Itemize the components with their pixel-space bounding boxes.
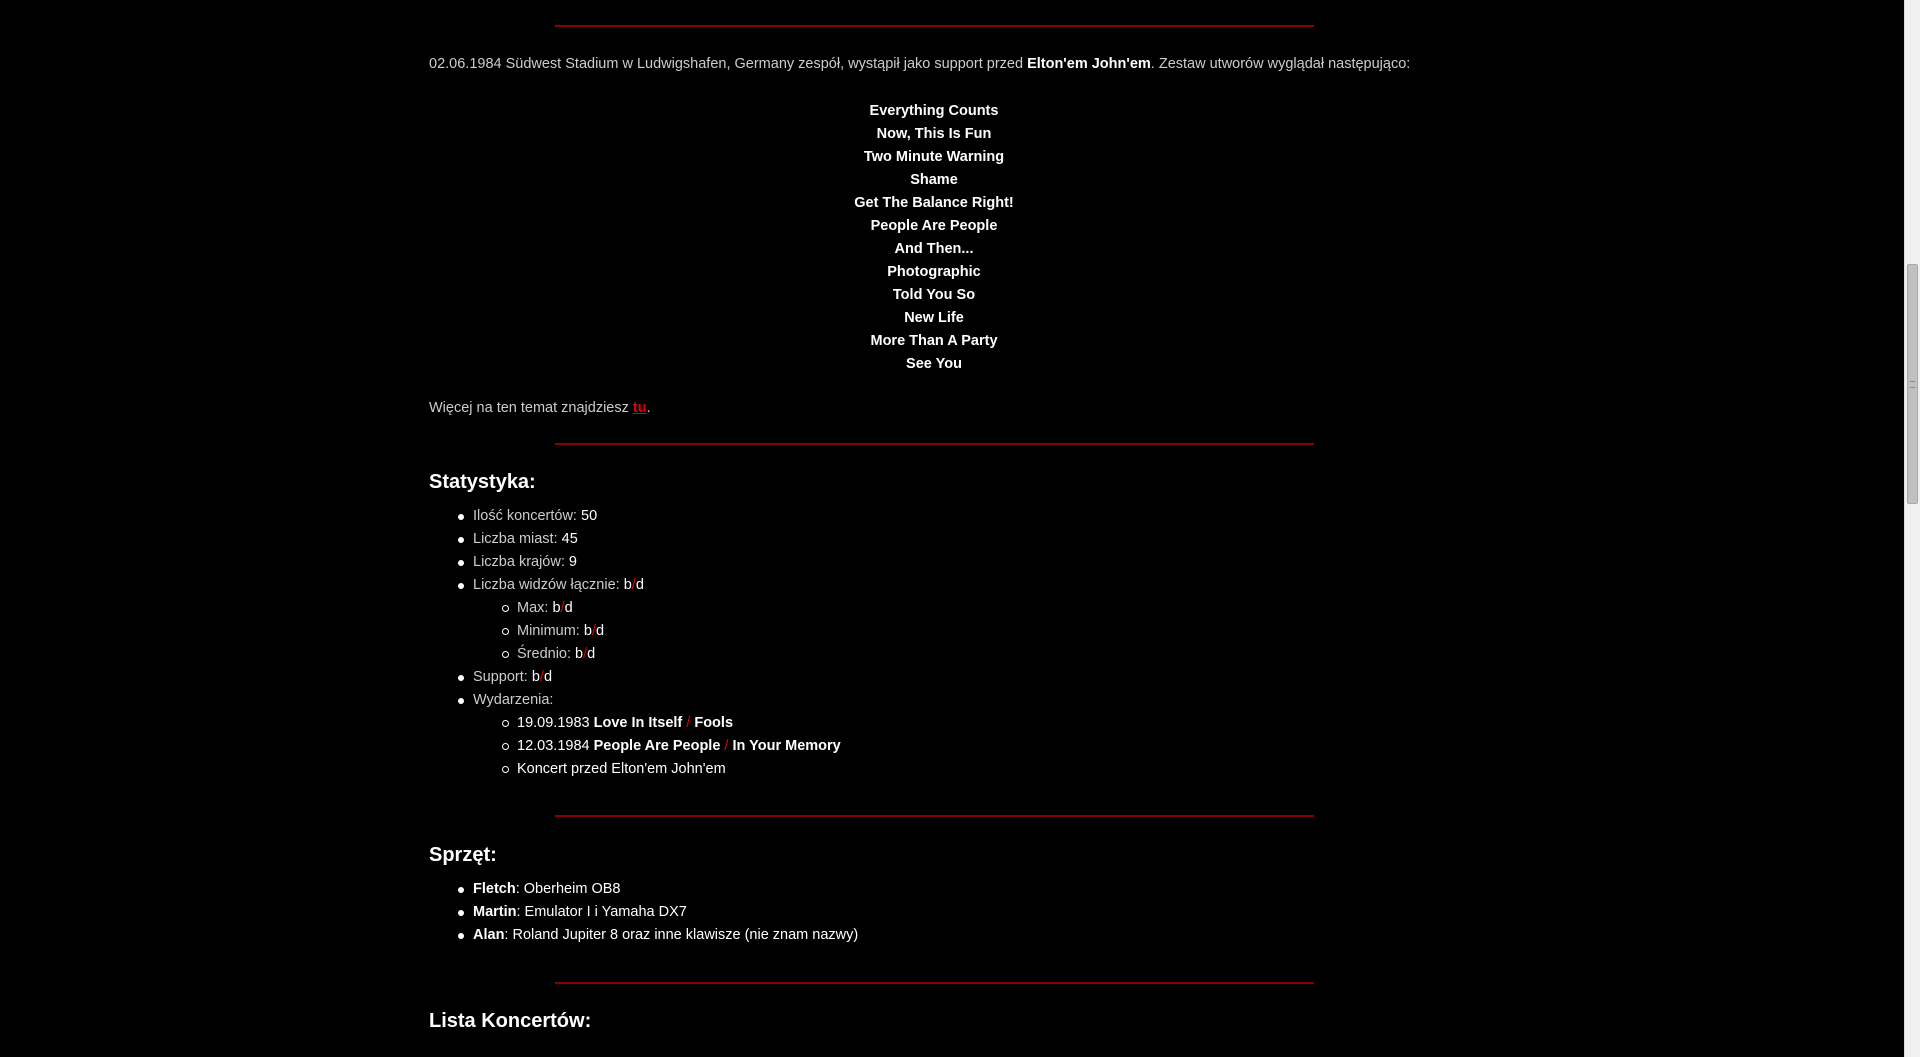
gear-member: Martin	[473, 904, 517, 920]
bd-slash: /	[631, 577, 636, 593]
more-end: .	[646, 400, 651, 416]
scrollbar-thumb[interactable]	[1907, 264, 1918, 504]
event-date: 19.09.1983	[517, 715, 594, 731]
bd-slash: /	[591, 623, 596, 639]
setlist-item: People Are People	[870, 218, 998, 234]
bd-d: d	[635, 577, 644, 593]
bd-d: d	[587, 646, 596, 662]
bd-b: b	[575, 646, 584, 662]
bd-b: b	[531, 669, 540, 685]
event-text: Koncert przed Elton'em John'em	[517, 761, 726, 777]
bd-slash: /	[560, 600, 565, 616]
stat-label: Średnio:	[517, 646, 576, 662]
intro-paragraph	[429, 55, 1411, 73]
intro-artist: Elton'em John'em	[1027, 56, 1151, 72]
event-item	[517, 735, 841, 758]
stat-value: 50	[581, 508, 598, 524]
more-text: Więcej na ten temat znajdziesz	[429, 400, 633, 416]
gear-item	[473, 924, 858, 947]
setlist-item: More Than A Party	[870, 333, 998, 349]
audience-min	[517, 620, 841, 643]
stat-label: Minimum:	[517, 623, 584, 639]
stats-concerts	[473, 505, 841, 528]
event-single-a: People Are People	[593, 738, 721, 754]
setlist	[429, 100, 1439, 376]
more-link[interactable]: tu	[632, 400, 647, 416]
stats-support	[473, 666, 841, 689]
audience-avg	[517, 643, 841, 666]
bd-b: b	[623, 577, 632, 593]
setlist-item: Now, This Is Fun	[876, 126, 992, 142]
stat-label: Liczba widzów łącznie:	[473, 577, 624, 593]
event-single-a: Love In Itself	[593, 715, 683, 731]
event-single-b: In Your Memory	[732, 738, 841, 754]
stats-audience	[473, 574, 841, 666]
stat-label: Liczba miast:	[473, 531, 562, 547]
bd-slash: /	[583, 646, 588, 662]
bd-d: d	[543, 669, 553, 685]
event-separator: /	[682, 715, 695, 731]
setlist-item: Shame	[910, 172, 958, 188]
intro-tail: . Zestaw utworów wyglądał następująco:	[1150, 56, 1411, 72]
gear-item	[473, 878, 858, 901]
event-item	[517, 758, 841, 781]
events-sublist	[473, 712, 841, 781]
stat-value: 9	[568, 554, 577, 570]
stats-cities	[473, 528, 841, 551]
setlist-item: Photographic	[887, 264, 981, 280]
gear-desc: : Oberheim OB8	[515, 881, 621, 897]
gear-list	[429, 878, 858, 947]
setlist-item: And Then...	[894, 241, 974, 257]
setlist-item: Everything Counts	[869, 103, 999, 119]
event-date: 12.03.1984	[517, 738, 594, 754]
stat-label: Liczba krajów:	[473, 554, 569, 570]
stat-label: Wydarzenia:	[473, 692, 554, 708]
setlist-item: See You	[906, 356, 962, 372]
divider	[555, 982, 1314, 984]
stat-label: Max:	[517, 600, 553, 616]
setlist-item: New Life	[904, 310, 964, 326]
bd-b: b	[552, 600, 561, 616]
stats-events	[473, 689, 841, 781]
setlist-item: Told You So	[892, 287, 976, 303]
gear-heading: Sprzęt:	[429, 844, 497, 866]
event-separator: /	[720, 738, 733, 754]
stats-heading: Statystyka:	[429, 471, 536, 493]
gear-desc: : Emulator I i Yamaha DX7	[516, 904, 687, 920]
bd-d: d	[564, 600, 573, 616]
grip-icon	[1910, 381, 1915, 388]
gear-desc: : Roland Jupiter 8 oraz inne klawisze (nie znam nazwy)	[504, 927, 859, 943]
gear-item	[473, 901, 858, 924]
stat-label: Support:	[473, 669, 532, 685]
divider	[555, 443, 1314, 445]
event-single-b: Fools	[694, 715, 734, 731]
stat-label: Ilość koncertów:	[473, 508, 581, 524]
divider	[555, 815, 1314, 817]
stats-countries	[473, 551, 841, 574]
concerts-heading: Lista Koncertów:	[429, 1010, 592, 1032]
bd-b: b	[583, 623, 592, 639]
bd-d: d	[595, 623, 605, 639]
divider	[555, 25, 1314, 27]
vertical-scrollbar[interactable]	[1904, 0, 1920, 1057]
stats-list	[429, 505, 841, 781]
intro-text: 02.06.1984 Südwest Stadium w Ludwigshafen, Germany zespół, wystąpił jako support przed	[429, 56, 1028, 72]
event-item	[517, 712, 841, 735]
stat-value: 45	[561, 531, 578, 547]
audience-max	[517, 597, 841, 620]
audience-sublist	[473, 597, 841, 666]
bd-slash: /	[539, 669, 544, 685]
setlist-item: Get The Balance Right!	[854, 195, 1014, 211]
more-info	[429, 399, 651, 417]
setlist-item: Two Minute Warning	[863, 149, 1005, 165]
gear-member: Fletch	[473, 881, 516, 897]
gear-member: Alan	[473, 927, 505, 943]
